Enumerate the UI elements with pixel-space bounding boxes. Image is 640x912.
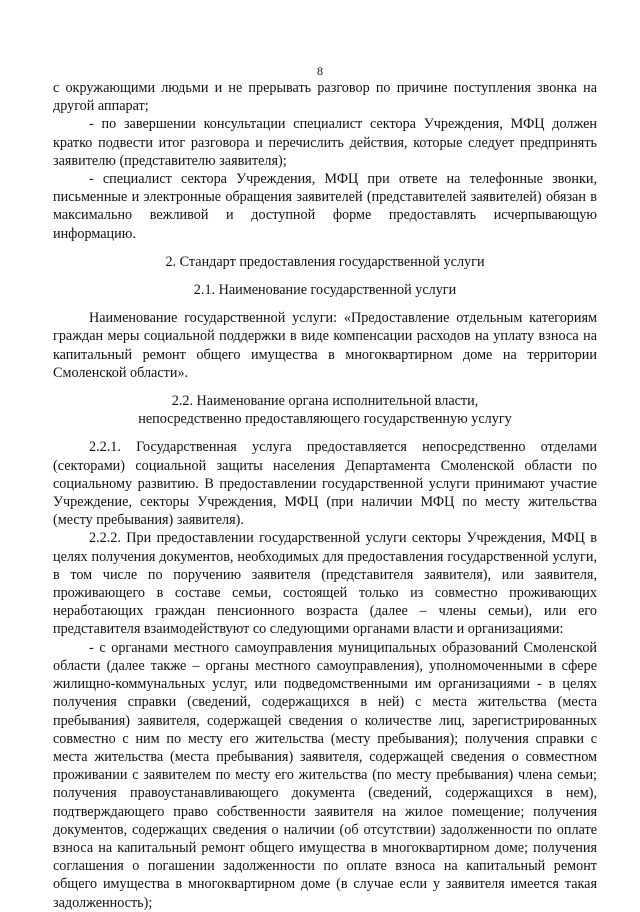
- section-2-heading: 2. Стандарт предоставления государственной услуги: [165, 253, 485, 270]
- section-2-2-heading-line2: непосредственно предоставляющего государственную услугу: [138, 411, 512, 428]
- section-2-1-text: Наименование государственной услуги: «Предоставление отдельным категориям граждан меры социальной поддержки в виде компенсации расходов на уплату взноса на капитальный ремонт общего имущества в многоквартирном доме на территории Смоленской области».: [53, 310, 597, 381]
- section-2-1-heading: 2.1. Наименование государственной услуги: [193, 282, 457, 299]
- paragraph-continuation: с окружающими людьми и не прерывать разговор по причине поступления звонка на другой аппарат;: [53, 80, 597, 115]
- paragraph-consultation-summary: - по завершении консультации специалист сектора Учреждения, МФЦ должен кратко подвести итог разговора и перечислить действия, которые следует предпринять заявителю (представителю заявителя);: [53, 116, 597, 169]
- section-2-2-2-text: 2.2.2. При предоставлении государственной услуги секторы Учреждения, МФЦ в целях получения документов, необходимых для предоставления государственной услуги, в том числе по поручению заявителя (представителя заявителя), или заявителя, проживающего в составе семьи, состоящей только из совместно проживающих неработающих граждан пенсионного возраста (далее – члены семьи), или его представителя взаимодействуют со следующими органами власти и организациями:: [53, 530, 597, 638]
- section-2-2-1-text: 2.2.1. Государственная услуга предоставляется непосредственно отделами (секторами) социальной защиты населения Департамента Смоленской области по социальному развитию. В предоставлении государственной услуги принимают участие Учреждение, секторы Учреждения, МФЦ (при наличии МФЦ по месту жительства (месту пребывания) заявителя).: [53, 439, 597, 529]
- paragraph-phone-calls: - специалист сектора Учреждения, МФЦ при ответе на телефонные звонки, письменные и электронные обращения заявителей (представителей заявителей) обязан в максимально вежливой и доступной форме предоставлять исчерпывающую информацию.: [53, 171, 597, 242]
- document-body: [53, 79, 597, 912]
- section-2-2-2-item1: - с органами местного самоуправления муниципальных образований Смоленской области (далее также – органы местного самоуправления), уполномоченными в сфере жилищно-коммунальных услуг, или подведомственными им организациями - в целях получения справки (сведений, содержащихся в ней) с места жительства (места пребывания) заявителя, содержащей сведения о количестве лиц, зарегистрированных совместно с ним по месту его жительства (месту пребывания); получения справки с места жительства (места пребывания) заявителя, содержащей сведения о совместном проживании с заявителем по месту его жительства (по месту пребывания) члена семьи; получения правоустанавливающего документа (сведений, содержащихся в нем), подтверждающего право собственности заявителя на жилое помещение; получения документов, содержащих сведения о наличии (об отсутствии) задолженности по оплате взноса на капитальный ремонт общего имущества в многоквартирном доме; получения соглашения о погашении задолженности по оплате взноса на капитальный ремонт общего имущества в многоквартирном доме (в случае если у заявителя имеется такая задолженность);: [53, 639, 597, 911]
- section-2-2-heading-line1: 2.2. Наименование органа исполнительной власти,: [171, 393, 479, 410]
- page-number: 8: [317, 64, 323, 78]
